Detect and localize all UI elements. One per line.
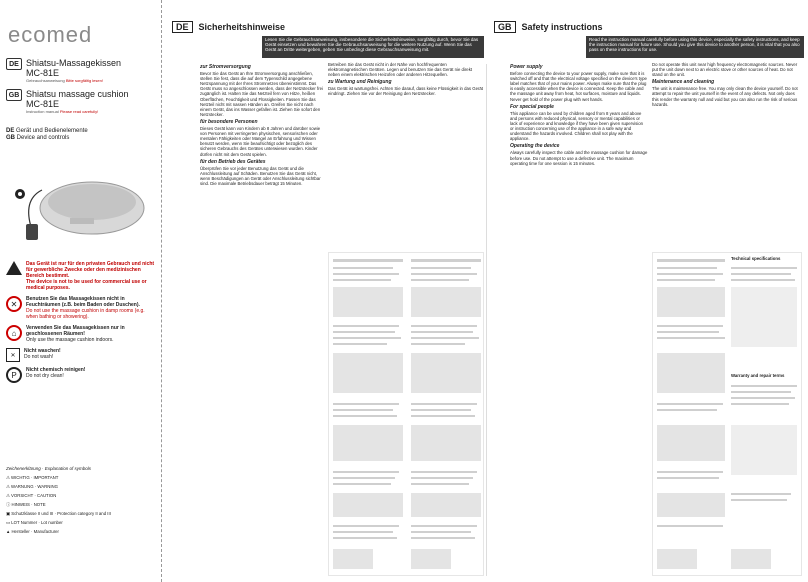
warning-damp-rooms: ✕ Benutzen Sie das Massagekissen nicht in Feuchträumen (z.B. beim Baden oder Duschen). Do not use the massage cushion in damp rooms (e.g. when bathing or showering). <box>6 296 156 320</box>
warning-no-dry-clean: P Nicht chemisch reinigen! Do not dry clean! <box>6 367 156 383</box>
product-title-gb: Shiatsu massage cushion <box>26 89 129 99</box>
legend-items <box>6 473 156 536</box>
gb-tech-spec-heading: Technical specifications <box>731 256 781 261</box>
de-section-tag: DE <box>172 21 193 33</box>
indoor-icon: ⌂ <box>6 325 22 341</box>
de-operation-text: Überprüfen Sie vor jeder Benutzung das Gerät und die Anschlussleitung auf Schäden. Benutzen Sie das Gerät nicht, wenn Beschädigungen an Gerät oder Anschlussleitung sichtbar sind. Die maximale Betriebsdauer beträgt 15 Minuten. <box>200 165 321 186</box>
gb-section-title: Safety instructions <box>521 22 603 32</box>
de-power-text: Bevor Sie das Gerät an Ihre Stromversorgung anschließen, stellen Sie fest, dass die auf dem Typenschild angegebene Netzspannung mit der Ihres Stromnetzes übereinstimmt. Das Gerät muss so angeschlossen werden, dass der Netzstecker frei zugänglich ist. Halten Sie das Netzteil fern von Hitze, heißen Oberflächen, Feuchtigkeit und Flüssigkeiten. Fassen Sie das Netzteil nicht mit nassen Händen an. Greifen Sie nicht nach einem Gerät, das ins Wasser gefallen ist. Ziehen Sie sofort den Netzstecker. <box>200 71 323 117</box>
product-model-gb: MC-81E <box>26 99 60 109</box>
de-special-heading: für besondere Personen <box>200 118 258 125</box>
manual-label-de: Gebrauchsanweisung <box>26 78 65 83</box>
warnings-list <box>0 256 162 383</box>
de-maintenance-heading: zu Wartung und Reinigung <box>328 79 392 86</box>
symbol-legend <box>6 466 156 536</box>
de-special-text: Dieses Gerät kann von Kindern ab 8 Jahren und darüber sowie von Personen mit verringerten physischen, sensorischen oder mentalen Fähigkeiten oder Mangel an Erfahrung und Wissen benutzt werden, wenn Sie beaufsichtigt oder bezüglich des sicheren Gebrauchs des Gerätes unterwiesen wurden. Kinder dürfen nicht mit dem Gerät spielen. <box>200 126 321 157</box>
brand-logo: ecomed <box>8 22 93 47</box>
lang-badge-gb: GB <box>6 89 22 101</box>
no-wash-icon: ✕ <box>6 348 20 362</box>
de-col2-text: Betreiben Sie das Gerät nicht in der Nähe von hochfrequenten elektromagnetischen Geräten. Legen und benutzen Sie das Gerät nie direkt neben einem elektrischen Heizofen oder anderen Hitzequellen. <box>328 62 473 78</box>
gb-section-header <box>494 20 603 34</box>
legend-item: ▲ Hersteller · Manufacturer <box>6 529 59 534</box>
gb-maintenance-text: The unit is maintenance free. You may only clean the device yourself. Do not attempt to repair the unit yourself in the event of any defects. Not only does this render the warranty null and void but you can also run the risk of serious hazards. <box>652 86 798 107</box>
legend-item: ▣ Schutzklasse II und III · Protection category II and III <box>6 511 111 516</box>
product-model-de: MC-81E <box>26 68 60 78</box>
gb-maintenance-heading: Maintenance and cleaning <box>652 79 715 86</box>
gb-operation-heading: Operating the device <box>510 143 560 150</box>
de-intro-box: Lesen Sie die Gebrauchsanweisung, insbesondere die Sicherheitshinweise, sorgfältig durch, bevor Sie das Gerät einsetzen und bewahren Sie die Gebrauchsanweisung für die weitere Nutzung auf. Wenn Sie das Gerät an Dritte weitergeben, geben Sie unbedingt diese Gebrauchsanweisung mit. <box>262 36 484 58</box>
lang-de-title-block <box>6 58 161 83</box>
gb-intro-box: Read the instruction manual carefully before using this device, especially the safety instructions, and keep the instruction manual for future use. Should you give this device to another person, it is vital that you also pass on these instructions for use. <box>586 36 804 58</box>
gb-safety-text-col1 <box>510 62 648 167</box>
lang-badge-de: DE <box>6 58 22 70</box>
warning-triangle-icon <box>6 261 22 275</box>
read-note-gb: Please read carefully! <box>59 109 99 114</box>
gb-col2-text: Do not operate this unit near high frequency electromagnetic sources. Never put the unit down next to an electric stove or other sources of heat. Do not stand on the unit. <box>652 62 798 78</box>
de-booklet-thumbnails <box>328 252 484 576</box>
legend-item: ⚠ WARNUNG · WARNING <box>6 484 58 489</box>
gb-special-text: This appliance can be used by children aged from 8 years and above and persons with reduced physical, sensory or mental capabilities or lack of experience and knowledge if they have been given supervision or instruction concerning use of the appliance in a safe way and understand the hazards involved. Children shall not play with the appliance. <box>510 110 644 142</box>
de-safety-text-col1 <box>200 62 324 187</box>
gb-power-heading: Power supply <box>510 64 543 70</box>
product-title-de: Shiatsu-Massagekissen <box>26 58 122 68</box>
read-note-de: Bitte sorgfältig lesen! <box>65 78 103 83</box>
warning-indoors: ⌂ Verwenden Sie das Massagekissen nur in geschlossenen Räumen! Only use the massage cushion indoors. <box>6 325 156 343</box>
legend-item: ⚠ VORSICHT · CAUTION <box>6 493 57 498</box>
legend-heading: Zeichenerklärung · Explanation of symbols <box>6 466 92 471</box>
de-safety-text-col2 <box>328 62 484 98</box>
de-maintenance-text: Das Gerät ist wartungsfrei. Achten Sie darauf, dass keine Flüssigkeit in das Gerät eindringt. Ziehen Sie vor der Reinigung den Netzstecker. <box>328 86 484 97</box>
de-operation-heading: für den Betrieb des Gerätes <box>200 158 266 165</box>
thumbnail-lines <box>329 253 485 577</box>
gb-operation-text: Always carefully inspect the cable and the massage cushion for damage before use. Do not attempt to use a defective unit. The maximum operating time for one session is 15 minutes. <box>510 150 648 166</box>
legend-item: ▭ LOT Nummer · Lot number <box>6 520 63 525</box>
de-section-title: Sicherheitshinweise <box>198 22 286 32</box>
lang-gb-title-block <box>6 89 161 114</box>
gb-warranty-heading: Warranty and repair terms <box>731 373 785 378</box>
gb-power-text: Before connecting the device to your power supply, make sure that it is switched off and that the electrical voltage specified on the device's type label matches that of your mains power. Always make sure that the plug is easily accessible when the device is connected. Keep the cable and the massage unit away from heat, hot surfaces, moisture and liquids. Never get hold of the power plug with wet hands. <box>510 71 647 102</box>
no-water-icon: ✕ <box>6 296 22 312</box>
manual-label-gb: Instruction manual <box>26 109 59 114</box>
no-dry-clean-icon: P <box>6 367 22 383</box>
section-divider <box>486 64 487 576</box>
warning-private-use: Das Gerät ist nur für den privaten Gebrauch und nicht für gewerbliche Zwecke oder den medizinischen Bereich bestimmt. The device is not to be used for commercial use or medical purposes. <box>6 261 156 291</box>
cover-column <box>0 0 162 582</box>
warning-no-wash: ✕ Nicht waschen! Do not wash! <box>6 348 156 362</box>
legend-item: ⚠ WICHTIG · IMPORTANT <box>6 475 59 480</box>
gb-booklet-thumbnails <box>652 252 802 576</box>
de-section-header <box>172 20 285 34</box>
legend-item: ⓘ HINWEIS · NOTE <box>6 502 46 507</box>
de-power-heading: zur Stromversorgung <box>200 64 251 70</box>
gb-safety-text-col2 <box>652 62 802 108</box>
gb-thumbnail-lines <box>653 253 803 577</box>
gb-section-tag: GB <box>494 21 516 33</box>
massage-cushion-illustration <box>12 160 152 246</box>
gb-special-heading: For special people <box>510 103 554 110</box>
device-heading: DE Gerät und Bedienelemente GB Device and controls <box>6 128 88 141</box>
